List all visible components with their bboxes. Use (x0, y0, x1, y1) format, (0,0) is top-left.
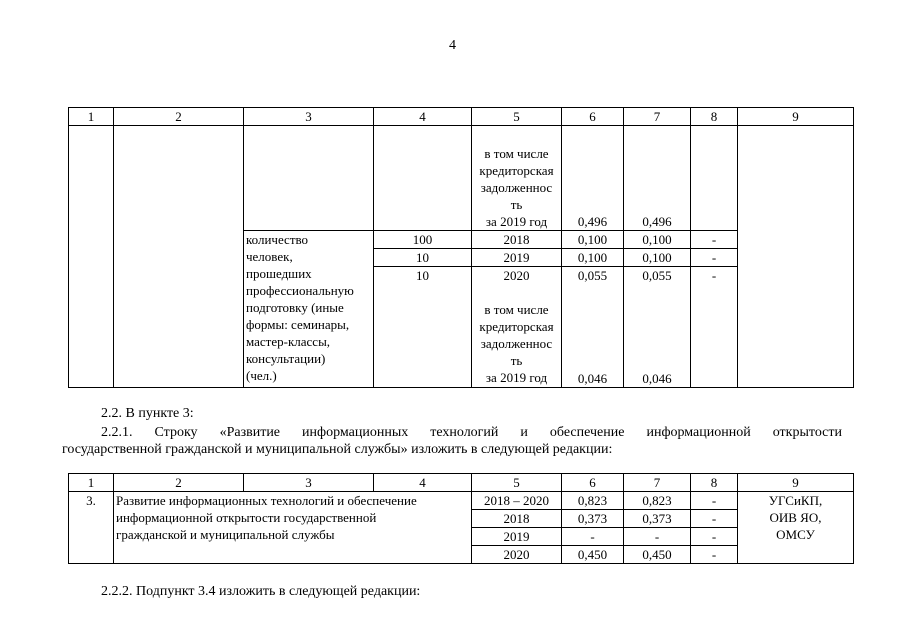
header-cell: 1 (69, 474, 114, 492)
value-cell: - (624, 528, 691, 546)
header-cell: 4 (374, 108, 472, 126)
header-cell: 6 (562, 474, 624, 492)
header-cell: 7 (624, 474, 691, 492)
indicator-line: консультации) (246, 351, 326, 366)
header-cell: 8 (691, 474, 738, 492)
header-cell: 8 (691, 108, 738, 126)
note-line: задолженнос (480, 336, 553, 351)
note-line: ть (510, 353, 523, 368)
value-cell: 0,100 (624, 231, 691, 249)
page-number: 4 (449, 38, 456, 53)
indicator-line: (чел.) (246, 368, 277, 383)
cell-empty (738, 126, 854, 388)
header-cell: 4 (374, 474, 472, 492)
value-cell: 0,496 (562, 126, 624, 231)
executor-line: ОИВ ЯО, (769, 510, 822, 525)
year-cell: 2018 – 2020 (472, 492, 562, 510)
payables-note-cell (472, 126, 562, 231)
table-row (69, 492, 854, 510)
value: 0,055 (577, 268, 608, 283)
indicator-line: профессиональную (246, 283, 354, 298)
paragraph-2-2-1-line1: 2.2.1. Строку «Развитие информационных технологий и обеспечение информационной открытости (101, 425, 842, 440)
cell-empty (69, 126, 114, 388)
value-cell (562, 267, 624, 388)
header-cell: 9 (738, 108, 854, 126)
value-cell: - (562, 528, 624, 546)
row-number-cell: 3. (69, 492, 114, 564)
note-line: кредиторская (479, 163, 554, 178)
year-note-cell (472, 267, 562, 388)
value-cell: - (691, 510, 738, 528)
cell-empty (691, 126, 738, 231)
task-name-line: информационной открытости государственной (116, 510, 377, 525)
value-cell: 0,100 (624, 249, 691, 267)
value-cell: 0,373 (562, 510, 624, 528)
value-cell: 0,496 (624, 126, 691, 231)
note-line: задолженнос (480, 180, 553, 195)
header-cell: 9 (738, 474, 854, 492)
indicator-line: прошедших (246, 266, 312, 281)
value-cell: 0,823 (562, 492, 624, 510)
executors-cell (738, 492, 854, 564)
cell-empty (114, 126, 244, 388)
task-name-line: Развитие информационных технологий и обеспечение (116, 493, 417, 508)
indicator-line: подготовку (иные (246, 300, 344, 315)
value-cell: 0,100 (562, 231, 624, 249)
program-table-new-edition (68, 473, 854, 564)
header-cell: 6 (562, 108, 624, 126)
value-cell: - (691, 546, 738, 564)
cell-empty (244, 126, 374, 231)
header-cell: 7 (624, 108, 691, 126)
task-name-cell (114, 492, 472, 564)
note-line: в том числе (484, 302, 549, 317)
indicator-line: формы: семинары, (246, 317, 350, 332)
value-cell: - (691, 231, 738, 249)
indicator-line: мастер-классы, (246, 334, 331, 349)
header-cell: 2 (114, 108, 244, 126)
header-cell: 1 (69, 108, 114, 126)
value-cell: 0,450 (562, 546, 624, 564)
year-cell: 2020 (472, 546, 562, 564)
program-table-continued (68, 107, 854, 388)
year-value: 2020 (503, 268, 530, 283)
header-cell: 3 (244, 108, 374, 126)
table-row (69, 126, 854, 231)
header-cell: 5 (472, 108, 562, 126)
year-cell: 2018 (472, 231, 562, 249)
paragraph-2-2-1-line2: государственной гражданской и муниципальной службы» изложить в следующей редакции: (62, 442, 613, 457)
value-cell: - (691, 249, 738, 267)
value-cell: 0,823 (624, 492, 691, 510)
header-cell: 2 (114, 474, 244, 492)
task-name-line: гражданской и муниципальной службы (116, 527, 335, 542)
note-line: ть (510, 197, 523, 212)
paragraph-2-2-2: 2.2.2. Подпункт 3.4 изложить в следующей редакции: (101, 584, 421, 599)
note-line: за 2019 год (485, 214, 548, 229)
note-line: в том числе (484, 146, 549, 161)
value-cell: - (691, 267, 738, 388)
value-cell: 0,450 (624, 546, 691, 564)
value-cell: - (691, 528, 738, 546)
value-cell: - (691, 492, 738, 510)
value: 0,055 (642, 268, 672, 283)
value: 0,046 (642, 371, 672, 386)
cell-empty (374, 126, 472, 231)
table-header-row (69, 474, 854, 492)
header-cell: 3 (244, 474, 374, 492)
executor-line: УГСиКП, (768, 493, 823, 508)
year-cell: 2019 (472, 528, 562, 546)
paragraph-2-2: 2.2. В пункте 3: (101, 406, 194, 421)
value-cell: 0,100 (562, 249, 624, 267)
note-line: кредиторская (479, 319, 554, 334)
year-cell: 2019 (472, 249, 562, 267)
indicator-cell (244, 231, 374, 388)
indicator-line: количество (246, 232, 309, 247)
target-cell: 10 (374, 267, 472, 388)
table-header-row (69, 108, 854, 126)
executor-line: ОМСУ (776, 527, 815, 542)
value-cell (624, 267, 691, 388)
value: 0,046 (577, 371, 608, 386)
indicator-line: человек, (246, 249, 293, 264)
value-cell: 0,373 (624, 510, 691, 528)
header-cell: 5 (472, 474, 562, 492)
year-cell: 2018 (472, 510, 562, 528)
target-cell: 10 (374, 249, 472, 267)
target-cell: 100 (374, 231, 472, 249)
note-line: за 2019 год (485, 370, 548, 385)
